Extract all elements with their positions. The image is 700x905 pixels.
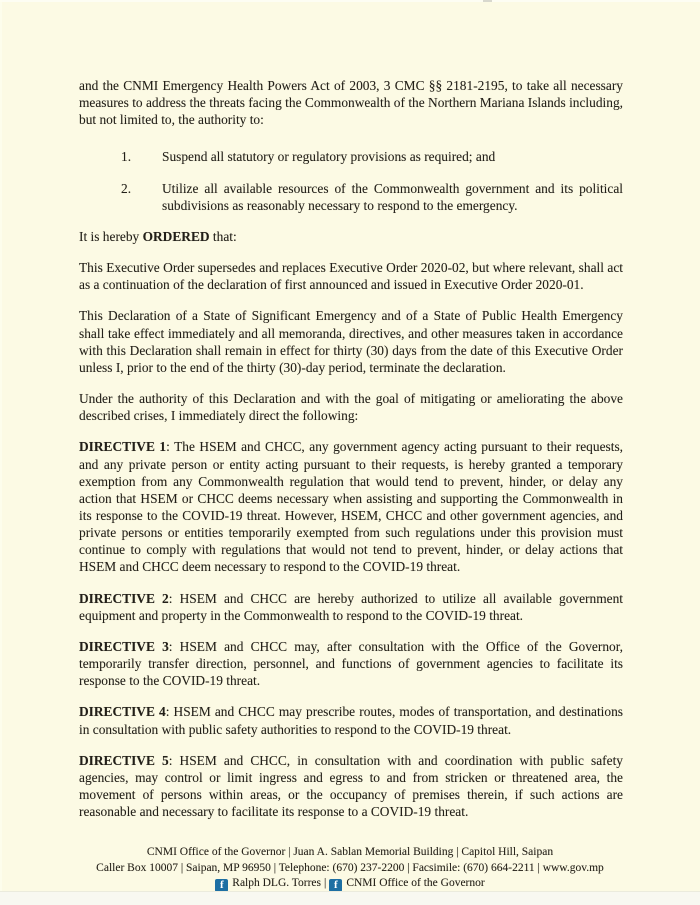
- list-item-number: 2.: [121, 180, 132, 196]
- facebook-icon: f: [215, 879, 228, 892]
- scan-artifact: [483, 0, 492, 2]
- directive-4-text: : HSEM and CHCC may prescribe routes, modes of transportation, and destinations in consultation with public safety authorities to respond to the COVID-19 threat.: [79, 704, 623, 737]
- list-item-number: 1.: [121, 149, 132, 165]
- intro-paragraph: and the CNMI Emergency Health Powers Act of 2003, 3 CMC §§ 2181-2195, to take all necessary measures to address the threats facing the Commonwealth of the Northern Mariana Islands including, but not limited to, the authority to:: [79, 78, 623, 128]
- directive-3-text: : HSEM and CHCC may, after consultation with the Office of the Governor, temporarily transfer direction, personnel, and functions of government agencies to facilitate its response to the COVID-19 threat.: [79, 638, 623, 689]
- numbered-list: [121, 148, 623, 213]
- supersede-paragraph: This Executive Order supersedes and replaces Executive Order 2020-02, but where relevant, shall act as a continuation of the declaration of first announced and issued in Executive Order 2020-01.: [79, 260, 623, 293]
- footer-separator: |: [324, 877, 327, 890]
- ordered-clause: [79, 228, 623, 245]
- directive-1-label: DIRECTIVE 1: [79, 439, 167, 455]
- footer-contact-line: Caller Box 10007 | Saipan, MP 96950 | Telephone: (670) 237-2200 | Facsimile: (670) 664-2211 | www.gov.mp: [96, 861, 604, 874]
- directive-3-label: DIRECTIVE 3: [79, 638, 169, 654]
- footer-social-line: [0, 876, 700, 892]
- footer-address-line: CNMI Office of the Governor | Juan A. Sablan Memorial Building | Capitol Hill, Saipan: [146, 846, 554, 858]
- directive-3-paragraph: [79, 638, 623, 689]
- facebook-icon: f: [329, 879, 342, 892]
- under-authority-paragraph: Under the authority of this Declaration and with the goal of mitigating or ameliorating the above described crises, I immediately direct the following:: [79, 391, 623, 424]
- directive-2-paragraph: [79, 590, 623, 624]
- list-item-text: Utilize all available resources of the Commonwealth government and its political subdivisions as reasonably necessary to respond to the emergency.: [162, 180, 623, 213]
- directive-1-text: : The HSEM and CHCC, any government agency acting pursuant to their requests, and any private person or entity acting pursuant to their requests, is hereby granted a temporary exemption from any Commonwealth regulation that would tend to prevent, hinder, or delay any action that HSEM or CHCC deems necessary when assisting and supporting the Commonwealth in its response to the COVID-19 threat. However, HSEM, CHCC and other government agencies, and private persons or entities temporarily exempted from such regulations under this provision must continue to comply with regulations that would not tend to prevent, hinder, or delay actions that HSEM and CHCC deem necessary to respond to the COVID-19 threat.: [79, 439, 623, 575]
- list-item: [121, 180, 623, 214]
- directive-2-text: : HSEM and CHCC are hereby authorized to utilize all available government equipment and property in the Commonwealth to respond to the COVID-19 threat.: [79, 590, 623, 623]
- list-item-text: Suspend all statutory or regulatory provisions as required; and: [162, 149, 496, 165]
- document-footer: [0, 845, 700, 892]
- scan-bottom-strip: [0, 891, 700, 905]
- facebook-account-2: CNMI Office of the Governor: [346, 877, 485, 890]
- directive-5-paragraph: [79, 752, 623, 821]
- directive-4-paragraph: [79, 703, 623, 737]
- directive-5-text: : HSEM and CHCC, in consultation with and coordination with public safety agencies, may control or limit ingress and egress to and from stricken or threatened area, the movement of persons within areas, or the occupancy of premises therein, if such actions are reasonable and necessary to facilitate its response to a COVID-19 threat.: [79, 752, 623, 820]
- directive-5-label: DIRECTIVE 5: [79, 752, 169, 768]
- scan-left-edge: [0, 0, 2, 905]
- directive-1-paragraph: [79, 438, 623, 575]
- ordered-clause-pre: It is hereby: [79, 228, 143, 244]
- directive-4-label: DIRECTIVE 4: [79, 704, 166, 720]
- declaration-paragraph: This Declaration of a State of Significant Emergency and of a State of Public Health Emergency shall take effect immediately and all memoranda, directives, and other measures taken in accordance with this Declaration shall remain in effect for thirty (30) days from the date of this Executive Order unless I, prior to the end of the thirty (30)-day period, terminate the declaration.: [79, 308, 623, 375]
- facebook-account-1: Ralph DLG. Torres: [232, 877, 322, 890]
- list-item: [121, 148, 623, 165]
- directive-2-label: DIRECTIVE 2: [79, 590, 169, 606]
- document-body: [79, 77, 623, 834]
- ordered-clause-bold: ORDERED: [142, 228, 210, 244]
- scan-top-edge: [0, 0, 700, 2]
- ordered-clause-post: that:: [209, 228, 237, 244]
